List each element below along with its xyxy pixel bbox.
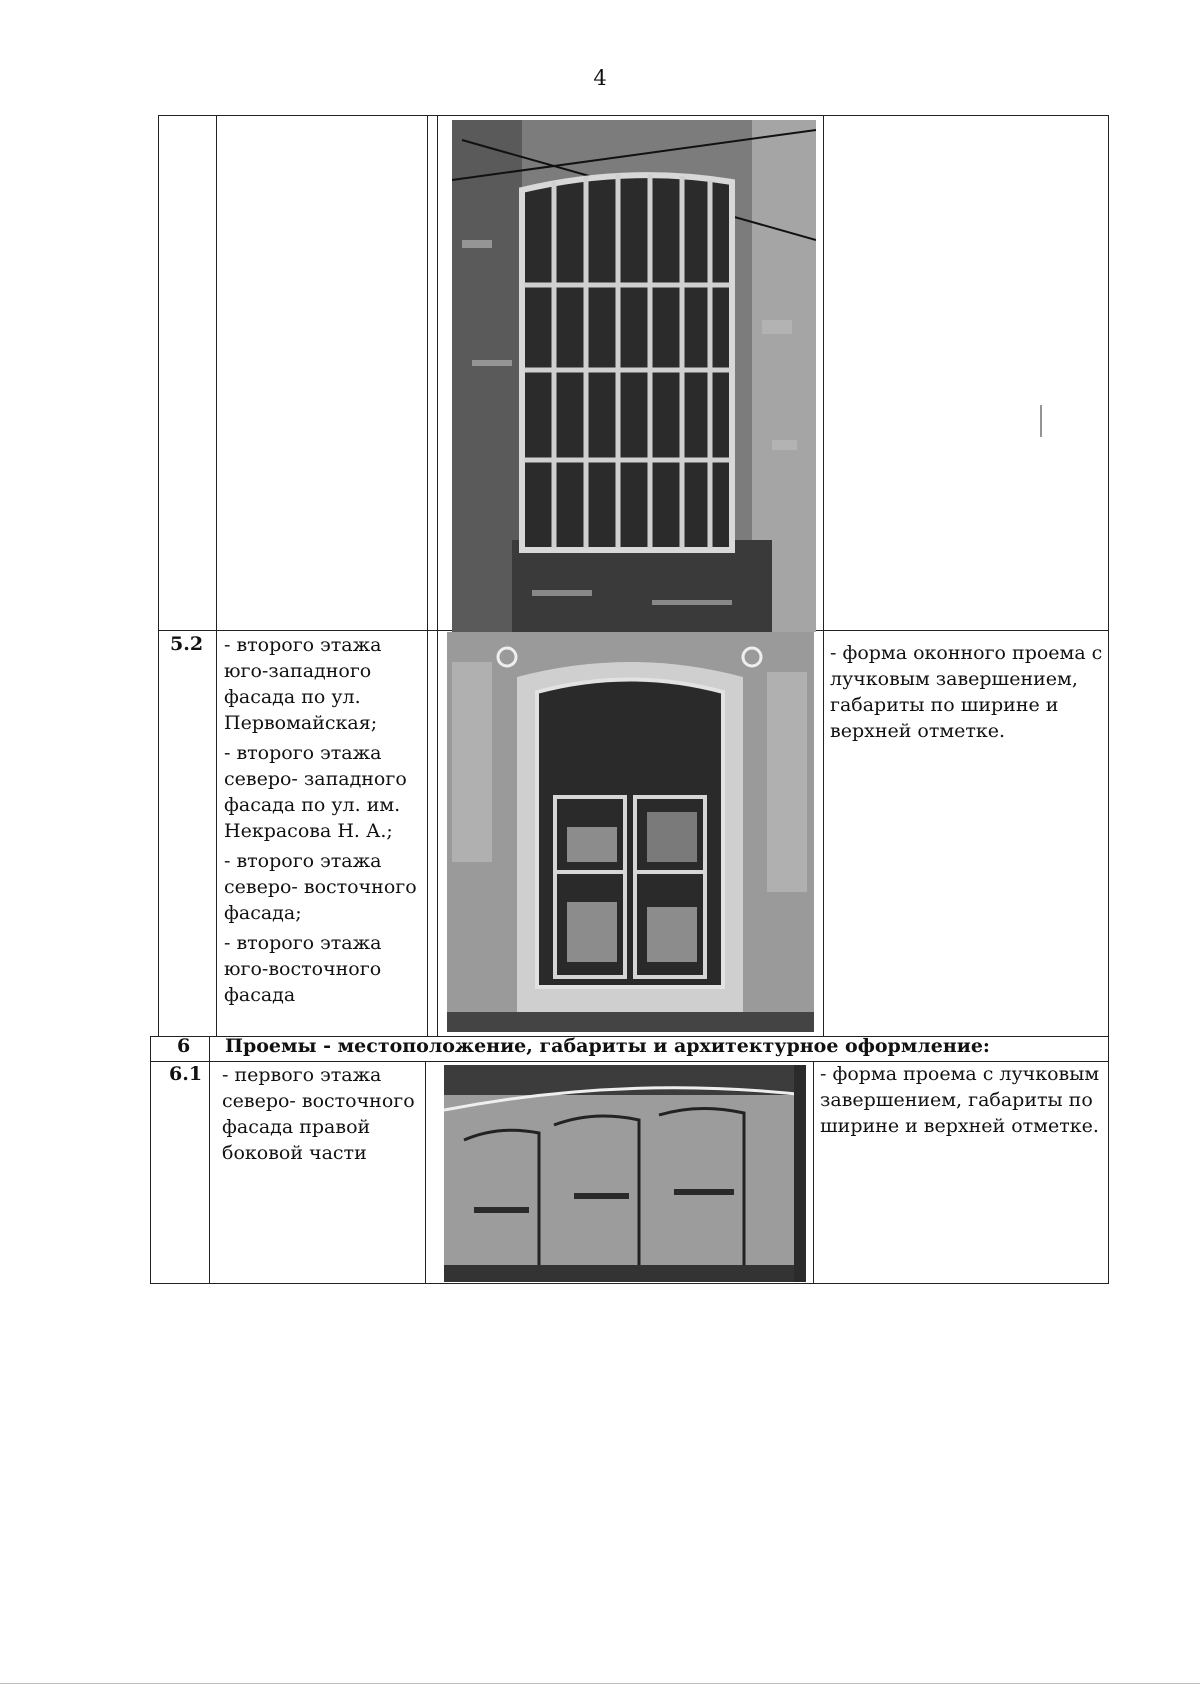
row-6-1-description: - форма проема с лучковым завершением, габариты по ширине и верхней отметке. [820, 1063, 1100, 1137]
row-number-5-2: 5.2 [170, 633, 204, 655]
section-number-6: 6 [177, 1035, 191, 1057]
location-item-ne-facade: - второго этажа северо- восточного фасада; [224, 850, 417, 924]
table2-border-right [1108, 1036, 1109, 1284]
location-item-se-facade: - второго этажа юго-восточного фасада [224, 932, 382, 1006]
table-border-top [158, 115, 1108, 116]
bottom-scan-rule [0, 1683, 1200, 1684]
row-5-2-location-list [224, 632, 424, 1012]
section-6-title: Проемы - местоположение, габариты и архитектурное оформление: [225, 1035, 990, 1057]
table2-column-divider-desc [813, 1061, 814, 1284]
row-number-6-1: 6.1 [169, 1063, 203, 1085]
table-column-divider-text [427, 115, 428, 1037]
location-item-sw-facade: - второго этажа юго-западного фасада по ул. Первомайская; [224, 634, 382, 734]
table-row-divider-6-1-bottom [150, 1283, 1108, 1284]
photo-barred-window [452, 120, 816, 632]
row-6-1-location: - первого этажа северо- восточного фасада правой боковой части [222, 1064, 415, 1164]
photo-arched-window [447, 632, 814, 1032]
table-border-left [158, 115, 159, 1037]
page-number: 4 [593, 66, 607, 90]
table2-column-divider-num [209, 1036, 210, 1284]
table-column-divider-num [216, 115, 217, 1037]
row-5-2-description: - форма оконного проема с лучковым завершением, габариты по ширине и верхней отметке. [830, 642, 1103, 742]
table2-column-divider-text [425, 1061, 426, 1284]
photo-ground-floor-openings [444, 1065, 806, 1282]
scan-speck [1040, 405, 1042, 437]
table-column-divider-photo-left [437, 115, 438, 1037]
table-column-divider-photo-right [823, 115, 824, 1037]
table-border-right [1108, 115, 1109, 1037]
table2-border-left [150, 1036, 151, 1284]
location-item-nw-facade: - второго этажа северо- западного фасада по ул. им. Некрасова Н. А.; [224, 742, 407, 842]
